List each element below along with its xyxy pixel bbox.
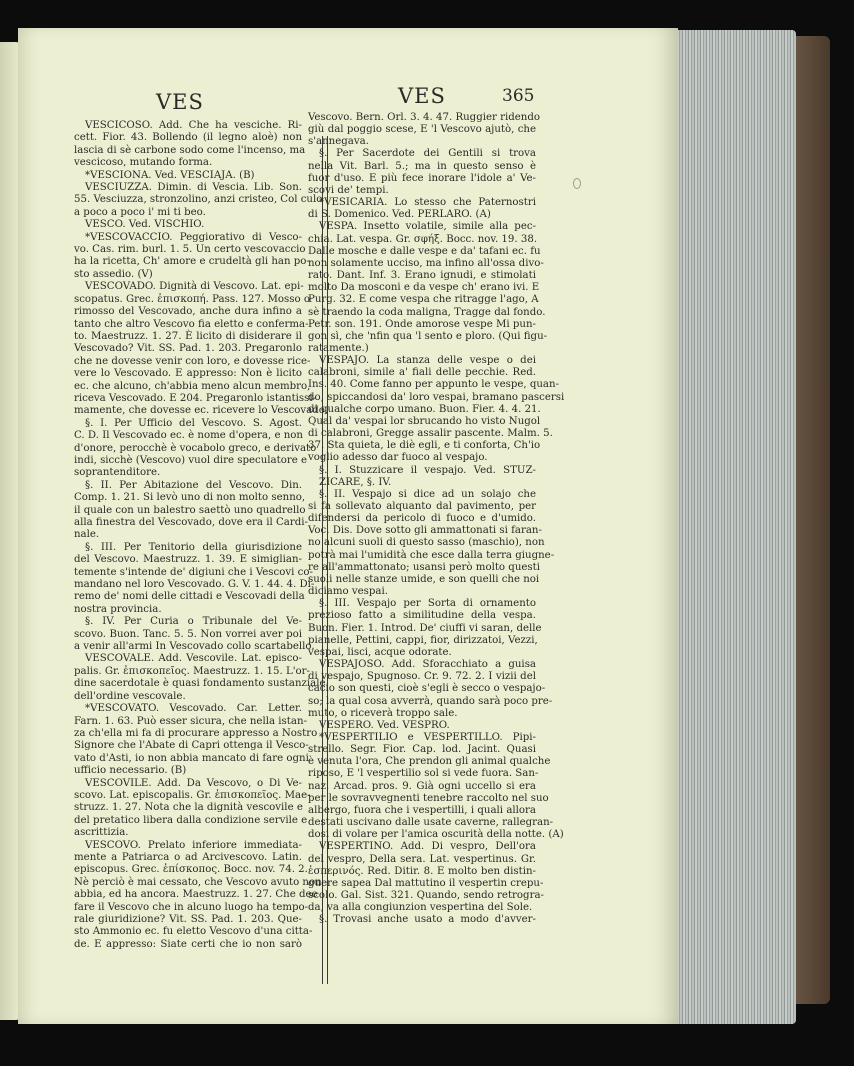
text-line: non solamente ucciso, ma infino all'ossa divo- [308,257,544,269]
text-line: a poco a poco i' mi ti beo. [74,206,206,218]
text-line: ἑσπερινός. Red. Ditir. 8. E molto ben distin- [308,865,536,877]
right-column [308,112,565,926]
running-head-right: VES [398,84,446,108]
text-line: vato d'Asti, io non abbia mancato di fare ogni [74,752,309,764]
text-line: chia. Lat. vespa. Gr. σφήξ. Bocc. nov. 19. 38. [308,233,538,245]
page-block-edges [668,30,796,1024]
text-line: riceva Vescovado. E 204. Pregaronlo istantissi- [74,392,317,404]
text-line: riposo, E 'l vespertilio sol si vede fuora. San- [308,768,539,780]
text-line: suoli nelle stanze umide, e son quelli che noi [308,573,540,585]
text-line: vo. Cas. rim. burl. 1. 5. Un certo vescovaccio [74,244,306,256]
text-line: dell'ordine vescovale. [74,690,186,702]
text-line: *VESCOVACCIO. Peggiorativo di Vesco- [85,231,302,243]
text-line: naz. Arcad. pros. 9. Già ogni uccello si era [308,780,536,792]
text-line: Voc. Dis. Dove sotto gli ammattonati si faran- [308,525,542,537]
text-line: remo de' nomi delle cittadi e Vescovadi della [74,591,305,603]
text-line: §. I. Stuzzicare il vespajo. Ved. STUZ- [319,464,536,476]
text-line: di S. Domenico. Ved. PERLARO. (A) [308,209,491,221]
text-line: so; la qual cosa avverrà, quando sarà poco pre- [308,695,553,707]
text-line: sto assedio. (V) [74,268,153,280]
text-line: è venuta l'ora, Che prendon gli animal qualche [308,756,551,768]
text-line: di calabroni, Gregge assalir pascente. Malm. 5. [308,428,553,440]
text-line: muto, o riceverà troppo sale. [308,707,458,719]
text-line: molto Da mosconi e da vespe ch' erano ivi. E [308,282,540,294]
text-line: §. Trovasi anche usato a modo d'avver- [319,914,536,926]
text-line: indi, sicchè (Vescovo) vuol dire speculatore e [74,454,308,466]
text-line: a venir all'armi In Vescovado collo scartabello. [74,641,315,653]
text-line: il quale con un balestro saettò uno quadrello [74,504,306,516]
text-line: vescicoso, mutando forma. [74,157,213,169]
text-line: sto Ammonio ec. fu eletto Vescovo d'una citta- [74,926,313,938]
text-line: 37. Sta quieta, le diè egli, e ti conforta, Ch'io [308,440,541,452]
text-line: del pretatico libera dalla condizione servile e [74,814,308,826]
text-line: mandano nel loro Vescovado. G. V. 1. 44. 4. Di- [74,579,315,591]
text-line: VESCOVALE. Add. Vescovile. Lat. episco- [85,653,302,665]
text-line: alla finestra del Vescovado, dove era il Cardi- [74,517,308,528]
page-number: 365 [502,86,535,106]
text-line: nella Vit. Barl. 5.; ma in questo senso è [308,160,536,172]
text-line: prezioso fatto a similitudine della vespa. [308,610,536,622]
text-line: §. Per Sacerdote dei Gentili si trova [319,148,536,160]
text-line: Petr. son. 191. Onde amorose vespe Mi pun- [308,318,536,330]
text-line: scopatus. Grec. ἐπισκοπή. Pass. 127. Mosso o [74,293,310,305]
text-line: rato. Dant. Inf. 3. Erano ignudi, e stimolati [308,270,536,282]
text-line: struzz. 1. 27. Nota che la dignità vescovile e [74,802,303,814]
text-line: Comp. 1. 21. Si levò uno di non molto senno, [74,492,306,504]
text-line: Signore che l'Abate di Capri ottenga il Vesco- [74,740,309,752]
text-line: nostra provincia. [74,603,162,615]
text-line: che ne dovesse venir con loro, e dovesse rice- [74,355,311,367]
text-line: §. III. Per Tenitorio della giurisdizione [85,541,302,553]
text-line: za ch'ella mi fa di procurare appresso a Nostro [74,727,318,739]
text-line: voglio adesso dar fuoco al vespajo. [308,452,488,464]
text-line: 55. Vesciuzza, stronzolino, anzi cristeo, Col culo [74,194,323,206]
text-line: di qualche corpo umano. Buon. Fier. 4. 4. 21. [308,403,541,415]
text-line: diciamo vespai. [308,586,388,598]
text-line: vespai, lisci, acque odorate. [308,646,452,658]
text-line: ha la ricetta, Ch' amore e crudeltà gli han po- [74,256,310,268]
page-blemish [573,178,581,189]
text-line: VESCOVILE. Add. Da Vescovo, o Di Ve- [85,777,302,789]
text-line: §. II. Vespajo si dice ad un solajo che [319,488,536,500]
text-line: cett. Fior. 43. Bollendo (il legno aloè) non [74,132,302,144]
text-line: VESCIUZZA. Dimin. di Vescia. Lib. Son. [85,182,302,194]
text-line: §. II. Per Abitazione del Vescovo. Din. [85,479,302,491]
text-line: §. III. Vespajo per Sorta di ornamento [319,598,536,610]
text-line: fare il Vescovo che in alcuno luogo ha tempo- [74,901,309,913]
text-line: guere sapea Dal mattutino il vespertin crepu- [308,877,544,889]
text-line: de. E appresso: Siate certi che io non sarò [74,938,302,950]
text-line: albergo, fuora che i vespertilli, i quali allora [308,804,536,816]
text-line: VESCOVADO. Dignità di Vescovo. Lat. epi- [85,281,304,293]
text-line: scovo. Buon. Tanc. 5. 5. Non vorrei aver poi [74,628,302,640]
text-line: strello. Segr. Fior. Cap. lod. Jacint. Quasi [308,744,536,756]
text-line: d'onore, perocchè è vocabolo greco, e derivato [74,442,317,454]
text-line: potrà mai l'umidità che esce dalla terra giugne- [308,549,555,561]
text-line: ufficio necessario. (B) [74,765,187,777]
text-line: mamente, che dovesse ec. ricevere lo Vescovado. [74,405,328,417]
text-line: Vescovado? Vit. SS. Pad. 1. 203. Pregaronlo [74,343,302,355]
text-line: cacio son questi, cioè s'egli è secco o vespajo- [308,683,546,695]
text-line: fuor d'uso. E più fece inorare l'idole a' Ve- [308,172,536,184]
text-line: del Vescovo. Maestruzz. 1. 39. E simiglian- [74,554,302,566]
text-line: rimosso del Vescovado, anche dura infino a [74,306,302,318]
text-line: re all'ammattonato; usansi però molto questi [308,561,540,573]
text-line: Dalle mosche e dalle vespe e da' tafani ec. fu [308,245,541,257]
text-line: del vespro, Della sera. Lat. vespertinus. Gr. [308,853,536,865]
text-line: VESPA. Insetto volatile, simile alla pec- [319,221,536,233]
text-line: tanto che altro Vescovo fia eletto e conferma- [74,318,309,330]
text-line: VESCO. Ved. VISCHIO. [85,219,205,231]
text-line: *VESCOVATO. Vescovado. Car. Letter. [85,703,302,715]
text-line: difendersi da pericolo di fuoco e d'umido. [308,513,536,525]
text-line: da, va alla congiunzion vespertina del Sole. [308,902,533,914]
text-line: ascrittizia. [74,827,129,839]
text-line: giù dal poggio scese, E 'l Vescovo ajutò, che [308,124,536,136]
text-line: VESPERO. Ved. VESPRO. [319,719,450,731]
text-line: *VESICARIA. Lo stesso che Paternostri [319,197,536,209]
text-line: VESPAJO. La stanza delle vespe o dei [319,355,536,367]
text-line: destati uscivano dalle usate caverne, rallegran- [308,817,554,829]
text-line: si fa sollevato alquanto dal pavimento, per [308,501,536,512]
text-line: no alcuni suoli di questo sasso (maschio), non [308,537,545,549]
text-line: C. D. Il Vescovado ec. è nome d'opera, e non [74,430,303,442]
text-line: Qual da' vespai lor sbrucando ho visto Nugol [308,415,541,427]
text-line: VESCOVO. Prelato inferiore immediata- [85,839,302,851]
text-line: pianelle, Pettini, cappi, fior, dirizzatoi, Vezzi, [308,634,538,646]
text-line: *VESCIONA. Ved. VESCIAJA. (B) [85,169,255,181]
text-line: mente a Patriarca o ad Arcivescovo. Latin. [74,851,302,863]
text-line: Purg. 32. E come vespa che ritragge l'ago, A [308,294,539,306]
left-column [74,120,328,951]
text-line: do, spiccandosi da' loro vespai, bramano pascersi [308,391,565,403]
text-line: VESPERTINO. Add. Di vespro, Dell'ora [319,841,536,853]
text-line: nale. [74,529,100,541]
text-line: Nè perciò è mai cessato, che Vescovo avuto non [74,876,322,888]
text-line: VESCICOSO. Add. Che ha vesciche. Ri- [85,120,302,131]
text-line: scovi de' tempi. [308,184,389,196]
text-line: soprantenditore. [74,467,161,479]
text-line: scovo. Lat. episcopalis. Gr. ἐπισκοπεῖος. Mae- [74,789,311,801]
text-line: di vespajo, Spugnoso. Cr. 9. 72. 2. I vizii del [308,671,536,683]
text-line: episcopus. Grec. ἐπίσκοπος. Bocc. nov. 74. 2. [74,864,308,876]
text-line: s'annegava. [308,136,369,148]
text-line: VESPAJOSO. Add. Sforacchiato a guisa [319,659,536,671]
text-line: temente s'intende de' digiuni che i Vescovi co- [74,566,313,578]
text-line: palis. Gr. ἐπισκοπεῖος. Maestruzz. 1. 15. L'or- [74,665,310,677]
text-line: gon sì, che 'nfin qua 'l sento e ploro. (Qui figu- [308,330,548,342]
text-line: abbia, ed ha ancora. Maestruzz. 1. 27. Che dee [74,889,318,901]
text-line: vere lo Vescovado. E appresso: Non è licito [74,368,302,380]
text-line: Farn. 1. 63. Può esser sicura, che nella istan- [74,715,307,727]
text-line: calabroni, simile a' fiali delle pecchie. Red. [308,367,536,379]
text-line: ratamente.) [308,342,369,354]
text-line: rale giuridizione? Vit. SS. Pad. 1. 203. Que- [74,914,302,925]
text-line: Vescovo. Bern. Orl. 3. 4. 47. Ruggier ridendo [308,112,541,123]
text-line: Ins. 40. Come fanno per appunto le vespe, quan- [308,379,560,391]
text-line: §. IV. Per Curia o Tribunale del Ve- [85,616,302,628]
text-line: to. Maestruzz. 1. 27. È licito di disiderare il [74,330,302,342]
text-line: scolo. Gal. Sist. 321. Quando, sendo retrogra- [308,890,544,901]
text-line: per le sovravvegnenti tenebre raccolto nel suo [308,792,549,804]
text-line: §. I. Per Ufficio del Vescovo. S. Agost. [85,417,302,429]
text-line: ZICARE, §. IV. [319,476,392,488]
text-line: ec. che alcuno, ch'abbia meno alcun membro, [74,380,311,392]
text-line: sè traendo la coda maligna, Tragge dal fondo. [308,306,546,318]
text-line: Buon. Fier. 1. Introd. De' ciuffi vi saran, delle [308,622,542,634]
running-head-left: VES [156,90,204,114]
book-page [18,28,678,1024]
previous-page-edge [0,42,20,1020]
text-line: dosi di volare per l'amica oscurità della notte. (A) [308,829,564,841]
text-line: dine sacerdotale è quasi fondamento sustanziale [74,678,326,690]
text-line: lascia di sè carbone sodo come l'incenso, ma [74,144,306,156]
text-line: *VESPERTILIO e VESPERTILLO. Pipi- [319,731,536,743]
